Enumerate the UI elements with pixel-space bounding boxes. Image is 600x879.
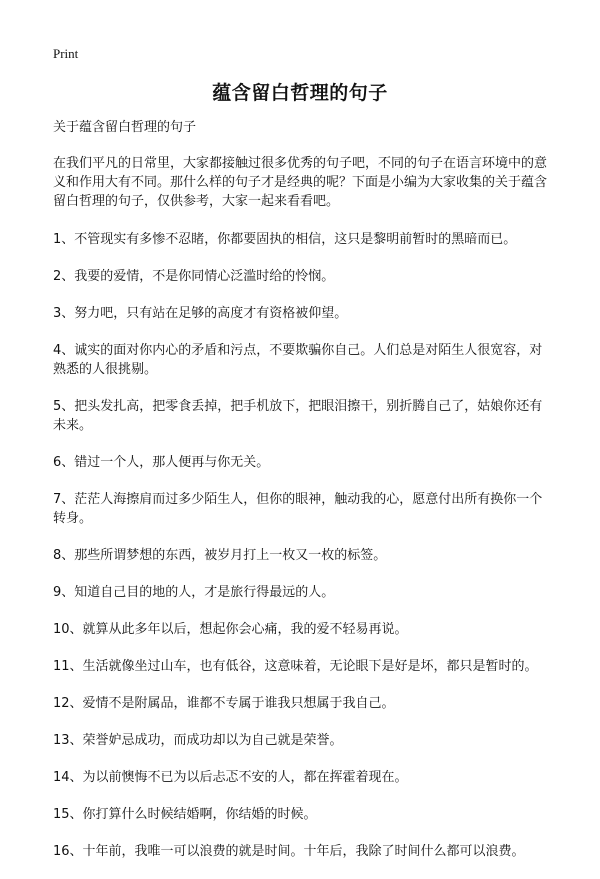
print-link[interactable]: Print xyxy=(53,46,79,61)
list-item: 16、十年前，我唯一可以浪费的就是时间。十年后，我除了时间什么都可以浪费。 xyxy=(53,844,525,859)
list-item: 8、那些所谓梦想的东西，被岁月打上一枚又一枚的标签。 xyxy=(53,548,387,563)
list-item: 6、错过一个人，那人便再与你无关。 xyxy=(53,455,270,470)
list-item: 14、为以前懊悔不已为以后忐忑不安的人，都在挥霍着现在。 xyxy=(53,770,408,785)
list-item: 9、知道自己目的地的人，才是旅行得最远的人。 xyxy=(53,585,335,600)
list-item: 11、生活就像坐过山车，也有低谷，这意味着，无论眼下是好是坏，都只是暂时的。 xyxy=(53,659,538,674)
intro-paragraph: 在我们平凡的日常里，大家都接触过很多优秀的句子吧，不同的句子在语言环境中的意义和作用大有不同。那什么样的句子才是经典的呢？下面是小编为大家收集的关于蕴含留白哲理的句子，仅供参考，大家一起来看看吧。 xyxy=(53,156,548,209)
list-item: 1、不管现实有多惨不忍睹，你都要固执的相信，这只是黎明前暂时的黑暗而已。 xyxy=(53,232,517,247)
list-item: 12、爱情不是附属品，谁都不专属于谁我只想属于我自己。 xyxy=(53,696,395,711)
page-title: 蕴含留白哲理的句子 xyxy=(212,82,388,104)
list-item: 10、就算从此多年以后，想起你会心痛，我的爱不轻易再说。 xyxy=(53,622,408,637)
article-body xyxy=(53,118,551,879)
list-item: 7、茫茫人海擦肩而过多少陌生人，但你的眼神，触动我的心，愿意付出所有换你一个转身。 xyxy=(53,492,543,526)
list-item: 4、诚实的面对你内心的矛盾和污点，不要欺骗你自己。人们总是对陌生人很宽容，对熟悉的人很挑剔。 xyxy=(53,343,543,377)
article-subtitle: 关于蕴含留白哲理的句子 xyxy=(53,120,197,135)
list-item: 15、你打算什么时候结婚啊，你结婚的时候。 xyxy=(53,807,317,822)
list-item: 13、荣誉妒忌成功，而成功却以为自己就是荣誉。 xyxy=(53,733,343,748)
list-item: 3、努力吧，只有站在足够的高度才有资格被仰望。 xyxy=(53,306,348,321)
list-item: 5、把头发扎高，把零食丢掉，把手机放下，把眼泪擦干，别折腾自己了，姑娘你还有未来。 xyxy=(53,399,543,433)
list-item: 2、我要的爱情，不是你同情心泛滥时给的怜悯。 xyxy=(53,269,335,284)
